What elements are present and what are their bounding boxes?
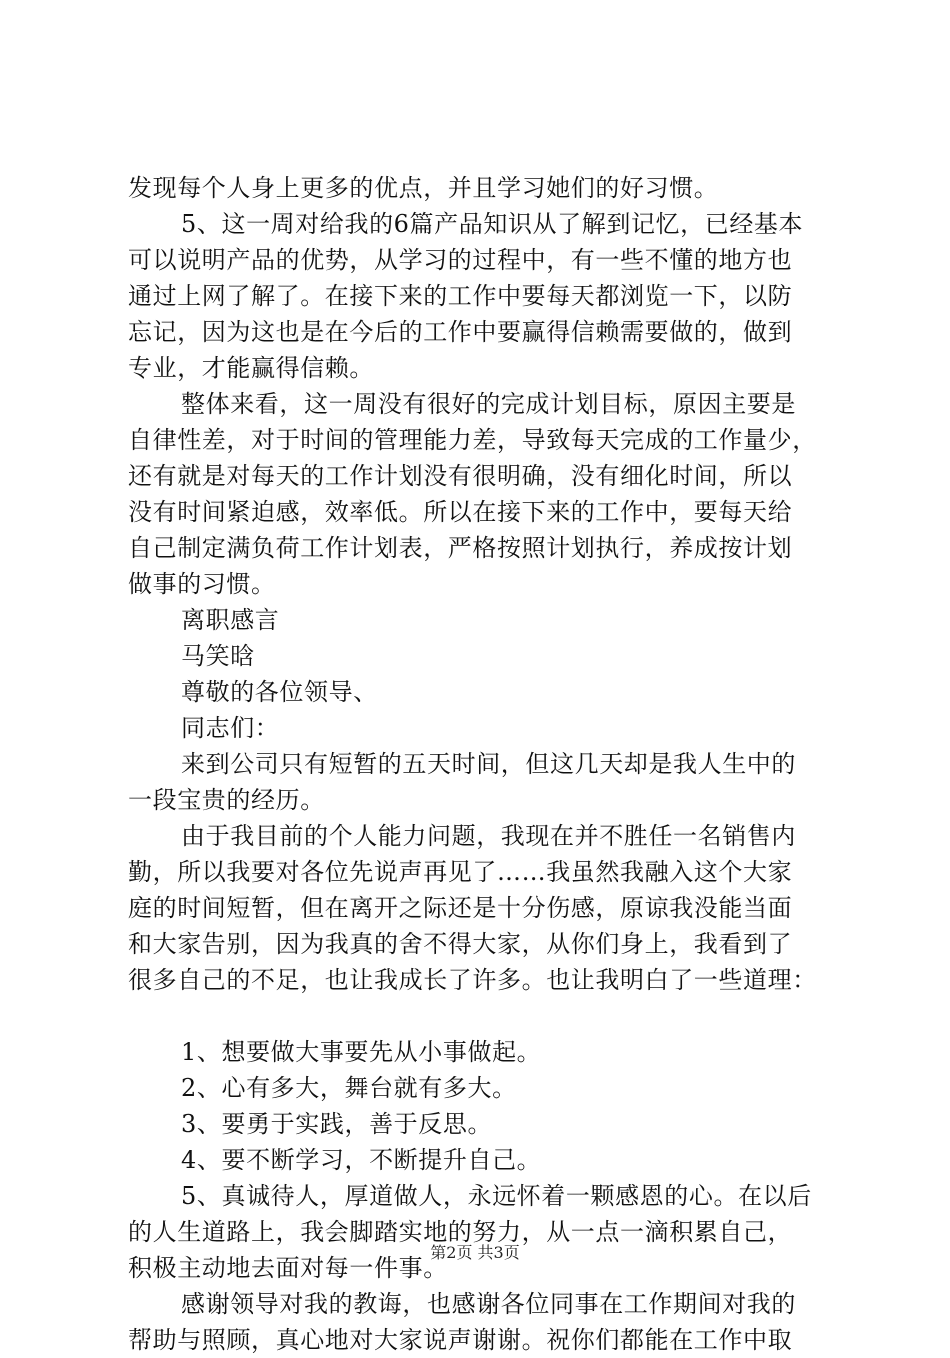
- author-name: 马笑晗: [181, 642, 255, 670]
- text-line: 勤，所以我要对各位先说声再见了……我虽然我融入这个大家: [128, 858, 793, 886]
- text-line: 积极主动地去面对每一件事。: [128, 1254, 448, 1282]
- page-number-footer: 第2页 共3页: [430, 1243, 520, 1262]
- text-line: 庭的时间短暂，但在离开之际还是十分伤感，原谅我没能当面: [128, 894, 793, 922]
- text-line: 通过上网了解了。在接下来的工作中要每天都浏览一下，以防: [128, 282, 793, 310]
- text-line: 来到公司只有短暂的五天时间，但这几天却是我人生中的: [181, 750, 796, 778]
- text-line: 可以说明产品的优势，从学习的过程中，有一些不懂的地方也: [128, 246, 793, 274]
- text-line: 做事的习惯。: [128, 570, 276, 598]
- document-body: [128, 170, 828, 1358]
- text-line: 感谢领导对我的教诲，也感谢各位同事在工作期间对我的: [181, 1290, 796, 1318]
- text-line: 和大家告别，因为我真的舍不得大家，从你们身上，我看到了: [128, 930, 793, 958]
- section-title: 离职感言: [181, 606, 280, 634]
- text-line: 的人生道路上，我会脚踏实地的努力，从一点一滴积累自己，: [128, 1218, 793, 1246]
- text-line: 很多自己的不足，也让我成长了许多。也让我明白了一些道理：: [128, 966, 817, 994]
- paragraph-gap: [128, 998, 828, 1034]
- text-line: 专业，才能赢得信赖。: [128, 354, 374, 382]
- text-line: 一段宝贵的经历。: [128, 786, 325, 814]
- list-item: 1、想要做大事要先从小事做起。: [181, 1038, 542, 1066]
- salutation-line: 同志们：: [181, 714, 280, 742]
- text-line: 整体来看，这一周没有很好的完成计划目标，原因主要是: [181, 390, 796, 418]
- text-line: 发现每个人身上更多的优点，并且学习她们的好习惯。: [128, 174, 719, 202]
- text-line: 忘记，因为这也是在今后的工作中要赢得信赖需要做的，做到: [128, 318, 793, 346]
- text-line: 5、这一周对给我的6篇产品知识从了解到记忆，已经基本: [181, 210, 804, 238]
- text-line: 没有时间紧迫感，效率低。所以在接下来的工作中，要每天给: [128, 498, 793, 526]
- list-item: 5、真诚待人，厚道做人，永远怀着一颗感恩的心。在以后: [181, 1182, 812, 1210]
- text-line: 由于我目前的个人能力问题，我现在并不胜任一名销售内: [181, 822, 796, 850]
- text-line: 帮助与照顾，真心地对大家说声谢谢。祝你们都能在工作中取: [128, 1326, 793, 1354]
- text-line: 还有就是对每天的工作计划没有很明确，没有细化时间，所以: [128, 462, 793, 490]
- salutation-line: 尊敬的各位领导、: [181, 678, 378, 706]
- text-line: 自律性差，对于时间的管理能力差，导致每天完成的工作量少，: [128, 426, 817, 454]
- text-line: 自己制定满负荷工作计划表，严格按照计划执行，养成按计划: [128, 534, 793, 562]
- list-item: 2、心有多大，舞台就有多大。: [181, 1074, 517, 1102]
- list-item: 4、要不断学习，不断提升自己。: [181, 1146, 542, 1174]
- list-item: 3、要勇于实践，善于反思。: [181, 1110, 493, 1138]
